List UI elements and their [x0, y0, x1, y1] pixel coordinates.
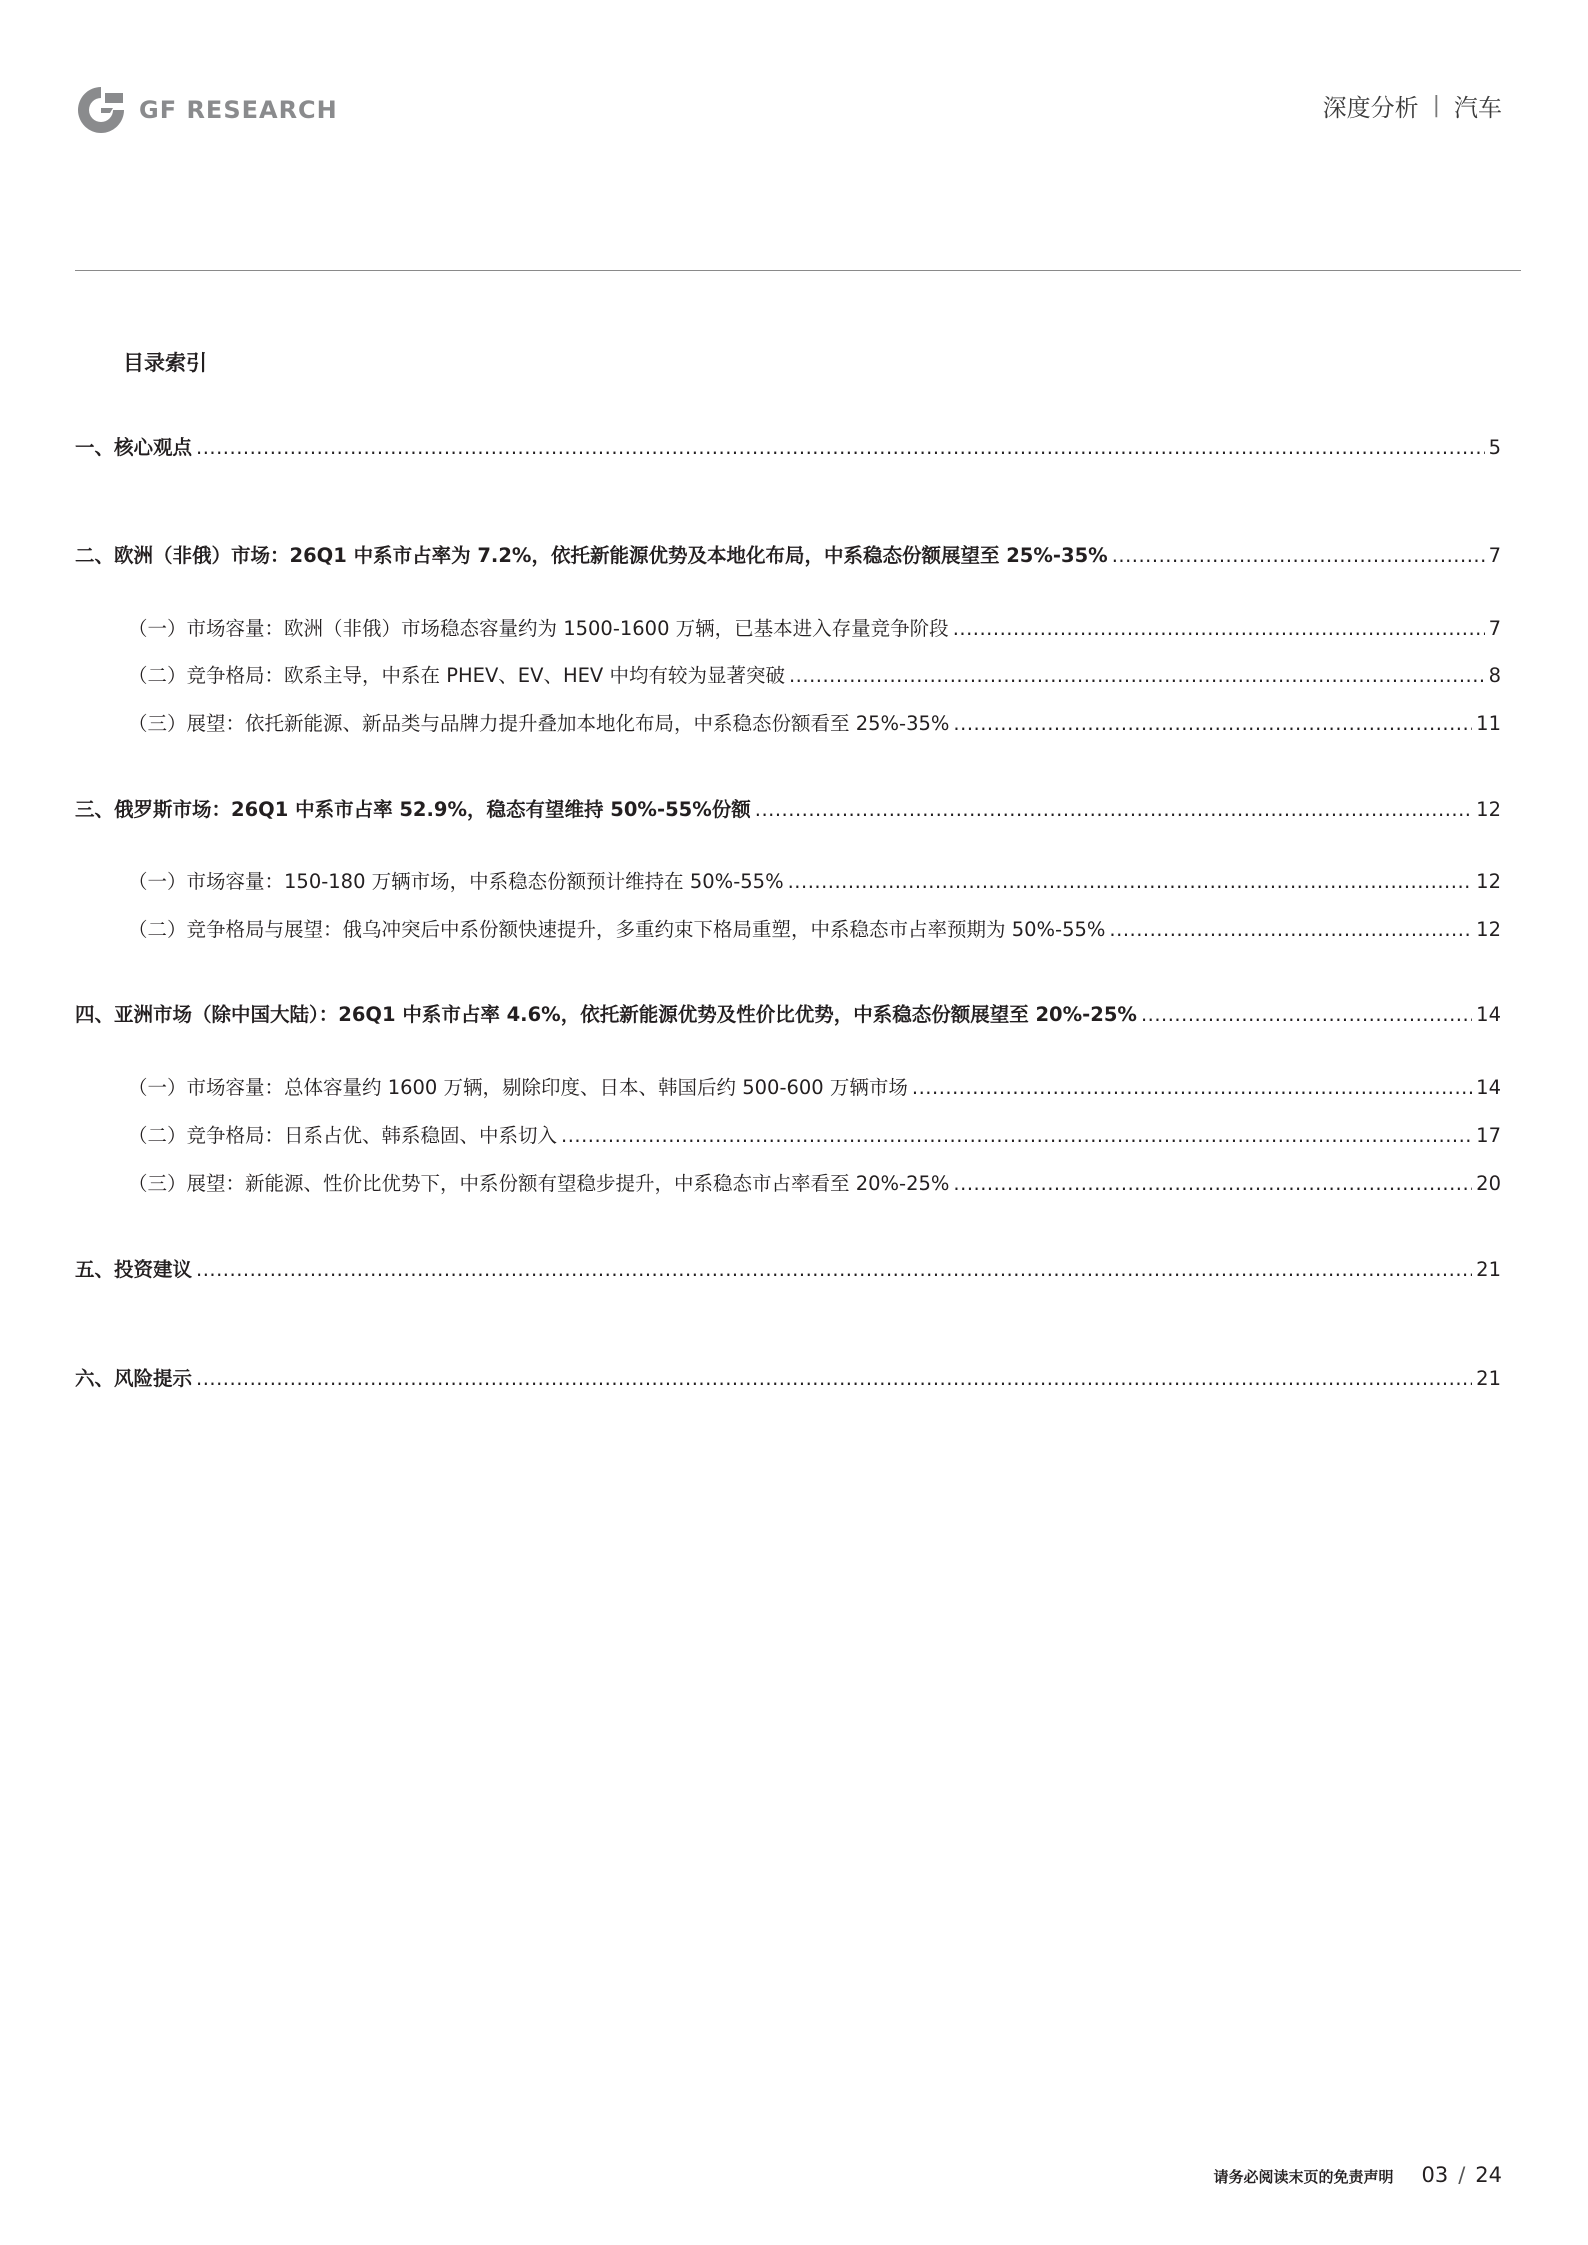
toc-entry-label: （二）竞争格局：欧系主导，中系在 PHEV、EV、HEV 中均有较为显著突破	[128, 664, 785, 687]
toc-leader-dots	[789, 662, 1485, 690]
toc-entry-label: （二）竞争格局：日系占优、韩系稳固、中系切入	[128, 1124, 558, 1147]
toc-entry-label: 五、投资建议	[75, 1258, 193, 1281]
disclaimer-notice: 请务必阅读末页的免责声明	[1213, 2168, 1394, 2186]
toc-entry-label: （一）市场容量：总体容量约 1600 万辆，剔除印度、日本、韩国后约 500-600 万辆市场	[128, 1076, 908, 1099]
gf-research-logo	[75, 84, 338, 136]
toc-subentry[interactable]	[128, 710, 1501, 738]
toc-leader-dots	[1112, 542, 1485, 570]
toc-leader-dots	[953, 615, 1485, 643]
header-divider	[75, 270, 1521, 271]
report-type: 深度分析	[1322, 94, 1419, 122]
toc-leader-dots	[196, 434, 1485, 462]
toc-subentry[interactable]	[128, 1122, 1501, 1150]
toc-entry-page: 5	[1488, 436, 1501, 459]
toc-entry[interactable]	[75, 434, 1501, 462]
toc-entry[interactable]	[75, 796, 1501, 824]
toc-subentry[interactable]	[128, 916, 1501, 944]
toc-entry-page: 8	[1488, 664, 1501, 687]
report-sector: 汽车	[1454, 94, 1502, 122]
page-number-separator: /	[1458, 2163, 1466, 2187]
toc-entry-label: 三、俄罗斯市场：26Q1 中系市占率 52.9%，稳态有望维持 50%-55%份额	[75, 798, 751, 821]
page-number-total: 24	[1475, 2163, 1502, 2187]
toc-entry-label: （二）竞争格局与展望：俄乌冲突后中系份额快速提升，多重约束下格局重塑，中系稳态市占率预期为 50%-55%	[128, 918, 1106, 941]
toc-subentry[interactable]	[128, 1170, 1501, 1198]
report-category-header	[1323, 88, 1502, 123]
header-separator: |	[1432, 93, 1440, 118]
toc-leader-dots	[561, 1122, 1472, 1150]
toc-entry-label: 一、核心观点	[75, 436, 193, 459]
toc-entry[interactable]	[75, 1001, 1501, 1029]
logo-text: GF RESEARCH	[139, 96, 338, 124]
toc-entry-page: 14	[1476, 1076, 1501, 1099]
toc-entry-page: 21	[1476, 1258, 1501, 1281]
toc-entry[interactable]	[75, 1365, 1501, 1393]
toc-entry[interactable]	[75, 542, 1501, 570]
toc-subentry[interactable]	[128, 1074, 1501, 1102]
toc-leader-dots	[953, 1170, 1472, 1198]
toc-entry-page: 12	[1476, 918, 1501, 941]
toc-entry-page: 7	[1488, 617, 1501, 640]
toc-entry-label: （一）市场容量：150-180 万辆市场，中系稳态份额预计维持在 50%-55%	[128, 870, 784, 893]
gf-logo-icon	[75, 84, 127, 136]
toc-entry-page: 12	[1476, 870, 1501, 893]
toc-entry-page: 12	[1476, 798, 1501, 821]
toc-entry-page: 20	[1476, 1172, 1501, 1195]
toc-leader-dots	[755, 796, 1472, 824]
toc-entry-page: 7	[1488, 544, 1501, 567]
toc-subentry[interactable]	[128, 868, 1501, 896]
toc-entry-label: （一）市场容量：欧洲（非俄）市场稳态容量约为 1500-1600 万辆，已基本进入存量竞争阶段	[128, 617, 949, 640]
toc-subentry[interactable]	[128, 662, 1501, 690]
toc-subentry[interactable]	[128, 615, 1501, 643]
toc-entry-label: （三）展望：依托新能源、新品类与品牌力提升叠加本地化布局，中系稳态份额看至 25%-35%	[128, 712, 950, 735]
toc-heading: 目录索引	[123, 351, 207, 375]
toc-entry-label: 二、欧洲（非俄）市场：26Q1 中系市占率为 7.2%，依托新能源优势及本地化布局，中系稳态份额展望至 25%-35%	[75, 544, 1108, 567]
toc-leader-dots	[1109, 916, 1472, 944]
toc-entry-page: 21	[1476, 1367, 1501, 1390]
toc-entry-page: 11	[1476, 712, 1501, 735]
page-footer	[1213, 2163, 1502, 2187]
toc-entry[interactable]	[75, 1256, 1501, 1284]
toc-entry-label: 六、风险提示	[75, 1367, 193, 1390]
toc-entry-page: 14	[1476, 1003, 1501, 1026]
toc-entry-page: 17	[1476, 1124, 1501, 1147]
toc-leader-dots	[1141, 1001, 1472, 1029]
toc-leader-dots	[196, 1256, 1472, 1284]
toc-leader-dots	[788, 868, 1473, 896]
toc-leader-dots	[953, 710, 1472, 738]
toc-leader-dots	[912, 1074, 1472, 1102]
toc-leader-dots	[196, 1365, 1472, 1393]
page-number-current: 03	[1421, 2163, 1449, 2187]
toc-entry-label: （三）展望：新能源、性价比优势下，中系份额有望稳步提升，中系稳态市占率看至 20%-25%	[128, 1172, 950, 1195]
toc-entry-label: 四、亚洲市场（除中国大陆）：26Q1 中系市占率 4.6%，依托新能源优势及性价比优势，中系稳态份额展望至 20%-25%	[75, 1003, 1137, 1026]
